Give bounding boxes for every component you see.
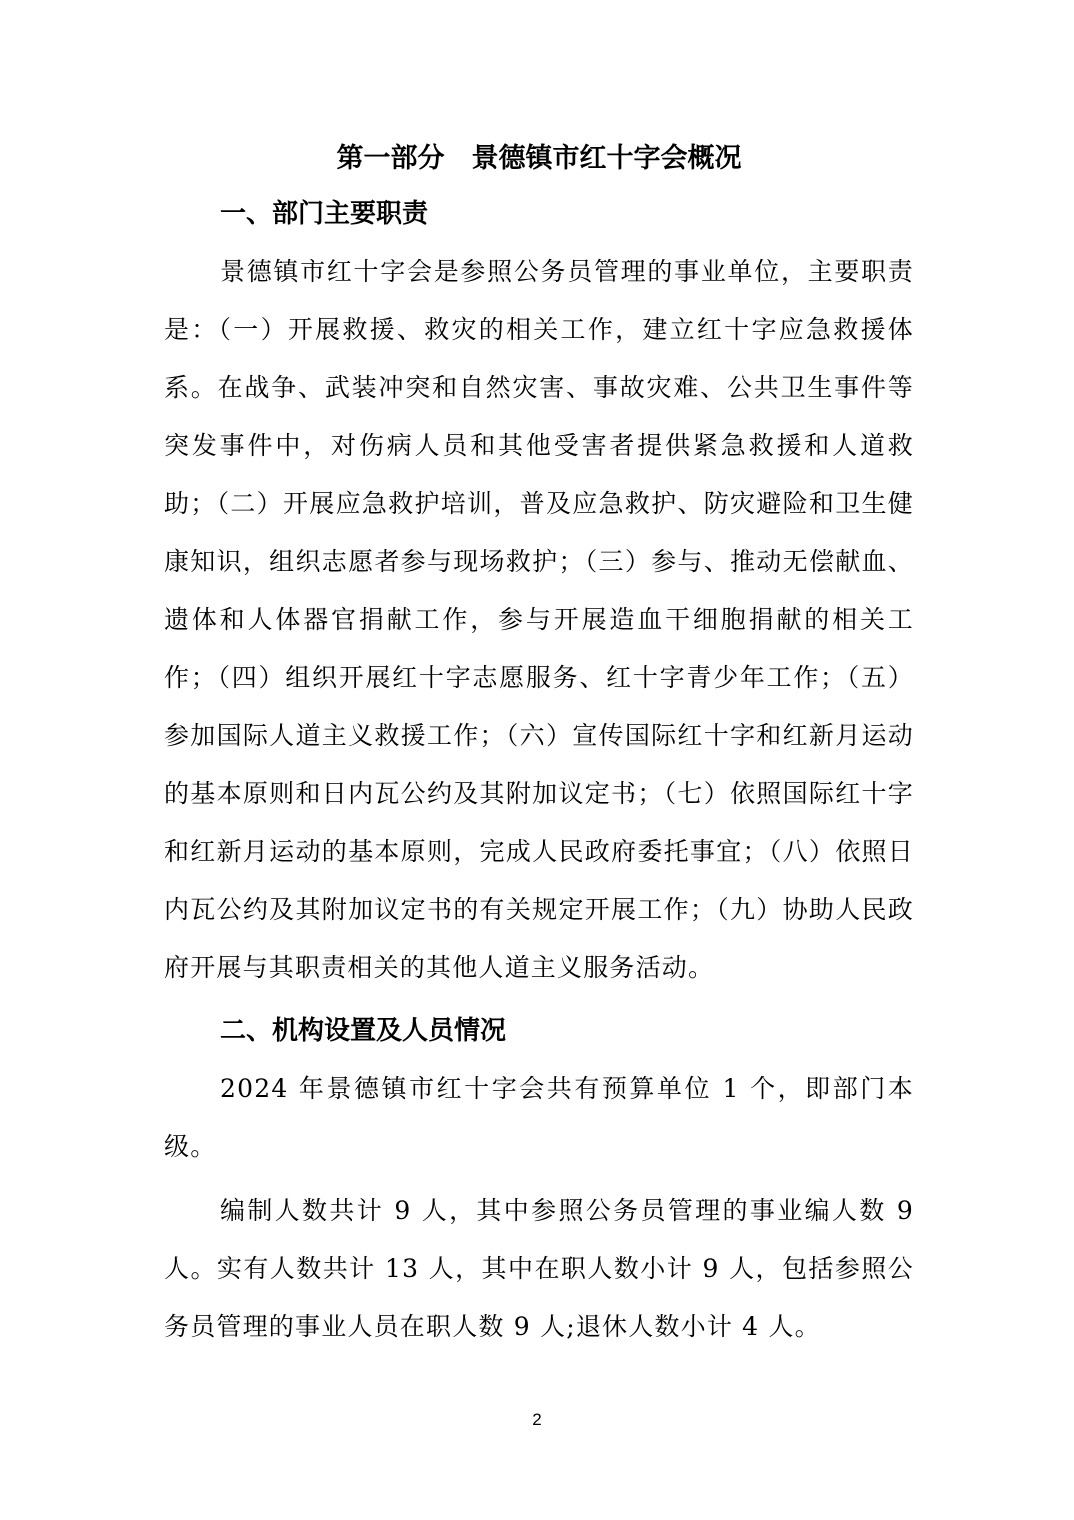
section-heading-organization: 二、机构设置及人员情况	[220, 1016, 507, 1046]
document-title: 第一部分 景德镇市红十字会概况	[336, 143, 742, 174]
page-number: 2	[532, 1410, 542, 1429]
paragraph-staffing: 编制人数共计 9 人，其中参照公务员管理的事业编人数 9 人。实有人数共计 13 人，其中在职人数小计 9 人，包括参照公务员管理的事业人员在职人数 9 人;退休人数小计 4 人。	[164, 1196, 914, 1341]
paragraph-duties: 景德镇市红十字会是参照公务员管理的事业单位，主要职责是：（一）开展救援、救灾的相关工作，建立红十字应急救援体系。在战争、武装冲突和自然灾害、事故灾难、公共卫生事件等突发事件中，对伤病人员和其他受害者提供紧急救援和人道救助；（二）开展应急救护培训，普及应急救护、防灾避险和卫生健康知识，组织志愿者参与现场救护；（三）参与、推动无偿献血、遗体和人体器官捐献工作，参与开展造血干细胞捐献的相关工作；（四）组织开展红十字志愿服务、红十字青少年工作；（五）参加国际人道主义救援工作；（六）宣传国际红十字和红新月运动的基本原则和日内瓦公约及其附加议定书；（七）依照国际红十字和红新月运动的基本原则，完成人民政府委托事宜；（八）依照日内瓦公约及其附加议定书的有关规定开展工作；（九）协助人民政府开展与其职责相关的其他人道主义服务活动。	[164, 257, 914, 982]
document-body	[164, 138, 914, 1356]
section-heading-duties: 一、部门主要职责	[220, 199, 429, 229]
paragraph-budget-units: 2024 年景德镇市红十字会共有预算单位 1 个，即部门本级。	[164, 1074, 914, 1161]
